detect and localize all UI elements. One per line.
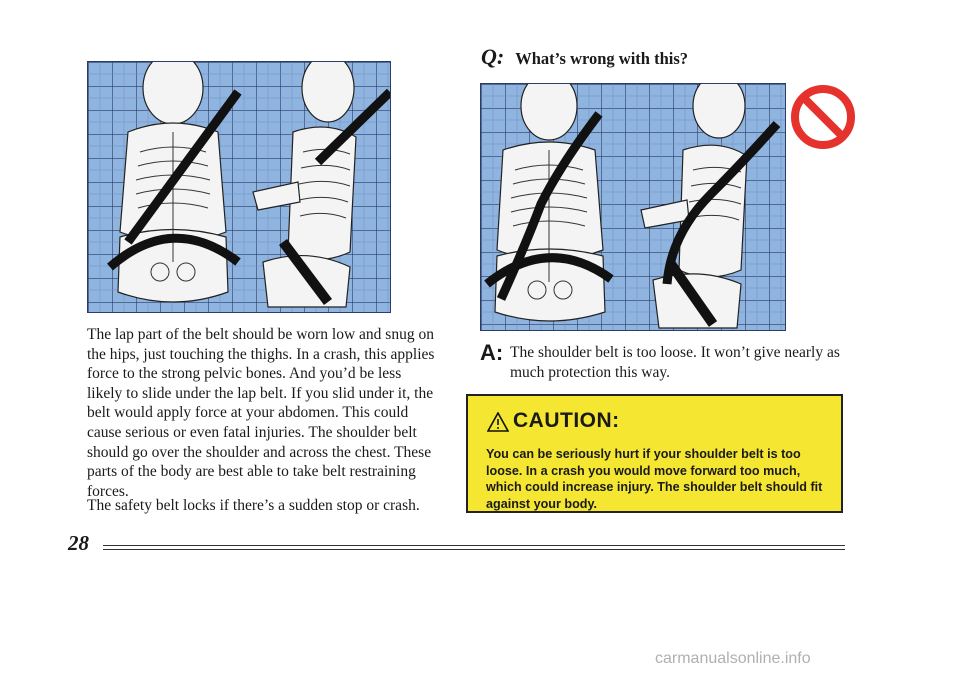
- answer-text: The shoulder belt is too loose. It won’t give nearly as much protection this way.: [510, 344, 840, 381]
- warning-triangle-icon: [487, 412, 509, 432]
- page-number: 28: [68, 531, 89, 555]
- caution-box: [466, 394, 843, 513]
- question-letter: Q:: [481, 44, 505, 69]
- lap-belt-paragraph: The lap part of the belt should be worn low and snug on the hips, just touching the thighs. In a crash, this applies force to the strong pelvic bones. And you’d be less likely to slide under the lap belt. If you slid under it, the belt would apply force at your abdomen. This could cause serious or even fatal injuries. The shoulder belt should go over the shoulder and across the chest. These parts of the body are best able to take belt restraining forces.: [87, 326, 435, 500]
- caution-title: CAUTION:: [513, 409, 620, 432]
- footer-rule-second: [103, 549, 845, 550]
- answer-letter: A:: [480, 340, 504, 365]
- watermark-text: carmanualsonline.info: [655, 650, 811, 667]
- caution-body: You can be seriously hurt if your shoulder belt is too loose. In a crash you would move forward too much, which could increase injury. The shoulder belt should fit against your body.: [486, 447, 823, 511]
- question-text: What’s wrong with this?: [515, 49, 689, 68]
- correct-belt-illustration: [87, 61, 391, 313]
- footer-rule: [103, 545, 845, 546]
- loose-belt-illustration: [480, 83, 786, 331]
- question-heading: [481, 44, 688, 70]
- belt-locks-paragraph: The safety belt locks if there’s a sudden stop or crash.: [87, 497, 420, 514]
- prohibition-icon: [790, 84, 856, 150]
